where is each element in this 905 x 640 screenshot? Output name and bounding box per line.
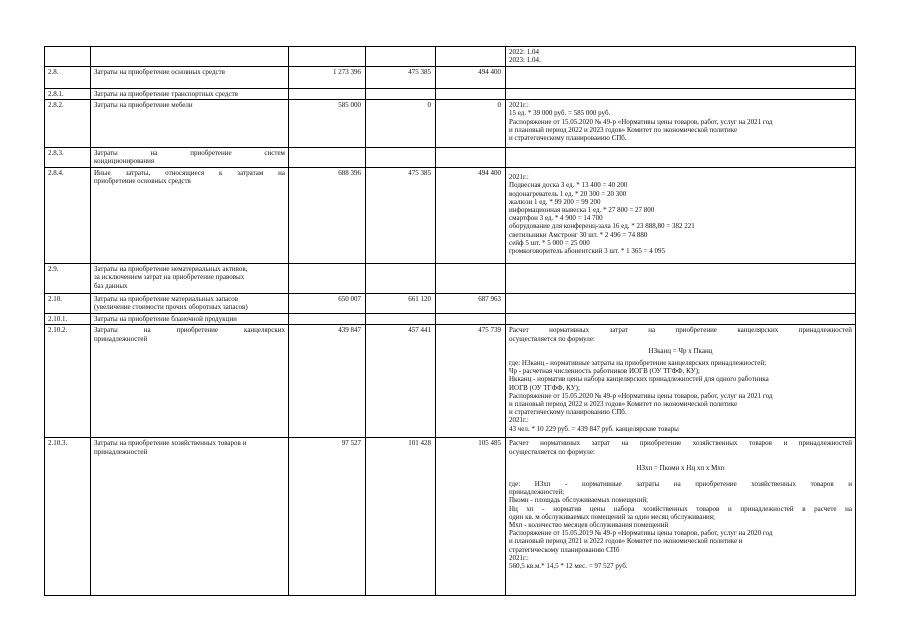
note-line: 2021г.: (509, 416, 529, 425)
table-row (45, 100, 856, 148)
table-row (45, 294, 856, 314)
row-note (506, 314, 856, 325)
note-line: и плановый период 2022 и 2023 годов» Комитет по экономической политике (509, 400, 738, 409)
note-line: Распоряжение от 15.05.2020 № 49-р «Нормативы цены товаров, работ, услуг на 2021 год (509, 391, 773, 400)
note-line: Нц хп - норматив цены набора хозяйственных товаров и принадлежностей в расчете на (509, 504, 852, 513)
note-line: жалюзи 1 ед. * 99 200 = 99 200 (509, 197, 601, 206)
row-name: Затраты на приобретение транспортных средств (91, 89, 289, 100)
note-line: осуществляется по формуле: (509, 447, 595, 456)
table-row (45, 168, 856, 264)
note-line: Распоряжение от 15.05.2020 № 49-р «Нормативы цены товаров, работ, услуг на 2021 год (509, 117, 773, 126)
table-row (45, 438, 856, 596)
formula: НЗхп = Пкомн х Нц хп х Мхп (636, 463, 725, 472)
value-2023 (436, 148, 506, 168)
table-row (45, 264, 856, 294)
value-2023 (436, 47, 506, 67)
value-2023: 687 963 (436, 294, 506, 314)
note-line: 43 чел. * 10 229 руб. = 439 847 руб. канцелярские товары (509, 424, 679, 433)
note-line: ИОГВ (ОУ ТГФФ, КУ); (509, 383, 580, 392)
row-name: Затраты на приобретение систем кондиционирования (91, 148, 289, 168)
value-2021 (289, 148, 366, 168)
value-2021 (289, 264, 366, 294)
table-row (45, 89, 856, 100)
note-line: 2021г.: (509, 553, 529, 562)
row-code: 2.8.2. (45, 100, 91, 148)
value-2022: 0 (366, 100, 436, 148)
value-2023: 494 400 (436, 67, 506, 89)
value-2021: 439 847 (289, 325, 366, 438)
value-2021 (289, 47, 366, 67)
note-line: Пкомн - площадь обслуживаемых помещений; (509, 496, 649, 505)
value-2021: 1 273 396 (289, 67, 366, 89)
row-code: 2.10.1. (45, 314, 91, 325)
note-line: 2023: 1.04. (509, 56, 541, 65)
value-2023: 0 (436, 100, 506, 148)
note-line: 2021г.: (509, 101, 529, 110)
row-code: 2.9. (45, 264, 91, 294)
row-note (506, 325, 856, 438)
note-line: громкоговоритель абонентский 3 шт. * 1 365 = 4 095 (509, 247, 666, 256)
value-2021 (289, 89, 366, 100)
note-line: и стратегическому планированию СПб. (509, 134, 627, 143)
row-code: 2.8. (45, 67, 91, 89)
table-row (45, 67, 856, 89)
row-name: Затраты на приобретение основных средств (91, 67, 289, 89)
value-2021: 585 000 (289, 100, 366, 148)
note-line: Расчет нормативных затрат на приобретение хозяйственных товаров и принадлежностей (509, 439, 852, 448)
value-2022 (366, 314, 436, 325)
value-2022 (366, 47, 436, 67)
value-2021 (289, 314, 366, 325)
note-line: и плановый период 2022 и 2023 годов» Комитет по экономической политике (509, 125, 738, 134)
row-name: Затраты на приобретение хозяйственных товаров и принадлежностей (91, 438, 289, 596)
note-line: где: НЗканц - нормативные затраты на приобретение канцелярских принадлежностей; (509, 359, 767, 368)
note-line: Расчет нормативных затрат на приобретение канцелярских принадлежностей (509, 326, 852, 335)
row-name: Затраты на приобретение канцелярских принадлежностей (91, 325, 289, 438)
note-line: Подвесная доска 3 ед. * 13 400 = 40 200 (509, 181, 628, 190)
note-line: и стратегическому планированию СПб. (509, 408, 627, 417)
table-row (45, 148, 856, 168)
value-2021: 97 527 (289, 438, 366, 596)
costs-table (44, 46, 856, 596)
row-name: Затраты на приобретение бланочной продукции (91, 314, 289, 325)
note-line: 2021г.: (509, 173, 529, 182)
row-code: 2.10.3. (45, 438, 91, 596)
note-line: Мхп - количество месяцев обслуживания помещений (509, 521, 669, 530)
row-code: 2.8.1. (45, 89, 91, 100)
table-row (45, 47, 856, 67)
row-note (506, 89, 856, 100)
note-line: светильники Амстронг 30 шт. * 2 496 = 74 880 (509, 230, 648, 239)
table-row (45, 325, 856, 438)
row-name: Затраты на приобретение нематериальных активов, за исключением затрат на приобретение правовых баз данных (91, 264, 289, 294)
value-2022: 475 385 (366, 168, 436, 264)
note-line: где: НЗхп - нормативные затраты на приобретение хозяйственных товаров и (509, 480, 852, 489)
value-2022: 475 385 (366, 67, 436, 89)
value-2023 (436, 89, 506, 100)
row-code: 2.8.4. (45, 168, 91, 264)
note-line: Чр - расчетная численность работников ИОГВ (ОУ ТГФФ, КУ); (509, 367, 700, 376)
value-2021: 650 007 (289, 294, 366, 314)
note-line: стратегическому планированию СПб (509, 545, 620, 554)
note-line: один кв. м обслуживаемых помещений за один месяц обслуживания; (509, 512, 715, 521)
value-2022 (366, 89, 436, 100)
row-note (506, 264, 856, 294)
value-2023: 475 739 (436, 325, 506, 438)
row-code: 2.10. (45, 294, 91, 314)
note-line: сейф 5 шт. * 5 000 = 25 000 (509, 238, 590, 247)
note-line: оборудование для конференц-зала 16 ед. * 23 888,80 = 382 221 (509, 222, 695, 231)
row-code: 2.10.2. (45, 325, 91, 438)
note-line: 560,5 кв.м.* 14,5 * 12 мес. = 97 527 руб. (509, 562, 628, 571)
note-line: осуществляется по формуле: (509, 334, 595, 343)
value-2022 (366, 264, 436, 294)
note-line: 15 ед. * 39 000 руб. = 585 000 руб. (509, 109, 611, 118)
row-name (91, 47, 289, 67)
value-2023 (436, 314, 506, 325)
row-note (506, 438, 856, 596)
row-name: Затраты на приобретение мебели (91, 100, 289, 148)
row-note (506, 168, 856, 264)
value-2022: 457 441 (366, 325, 436, 438)
value-2023: 494 400 (436, 168, 506, 264)
table-row (45, 314, 856, 325)
note-line: 2022: 1.04 (509, 48, 539, 56)
value-2023: 105 485 (436, 438, 506, 596)
note-line: водонагреватель 1 ед. * 20 300 = 20 300 (509, 189, 627, 198)
value-2023 (436, 264, 506, 294)
row-name: Затраты на приобретение материальных запасов (увеличение стоимости прочих оборотных запасов) (91, 294, 289, 314)
note-line: смартфон 3 ед. * 4 900 = 14 700 (509, 214, 603, 223)
note-line: Нкканц - норматив цены набора канцелярских принадлежностей для одного работника (509, 375, 769, 384)
row-note (506, 148, 856, 168)
note-line: и плановый период 2021 и 2022 годов» Комитет по экономической политике и (509, 537, 743, 546)
value-2022: 101 428 (366, 438, 436, 596)
value-2021: 688 396 (289, 168, 366, 264)
formula: НЗканц = Чр х Пканц (648, 346, 713, 355)
row-note (506, 67, 856, 89)
row-note (506, 47, 856, 67)
value-2022: 661 120 (366, 294, 436, 314)
note-line: принадлежностей; (509, 488, 565, 497)
row-name: Иные затраты, относящиеся к затратам на приобретение основных средств (91, 168, 289, 264)
row-code (45, 47, 91, 67)
row-code: 2.8.3. (45, 148, 91, 168)
note-line: Распоряжение от 15.05.2019 № 49-р «Нормативы цены товаров, работ, услуг на 2020 год (509, 529, 773, 538)
row-note (506, 100, 856, 148)
note-line: информационная вывеска 1 ед. * 27 800 = 27 800 (509, 206, 655, 215)
value-2022 (366, 148, 436, 168)
row-note (506, 294, 856, 314)
